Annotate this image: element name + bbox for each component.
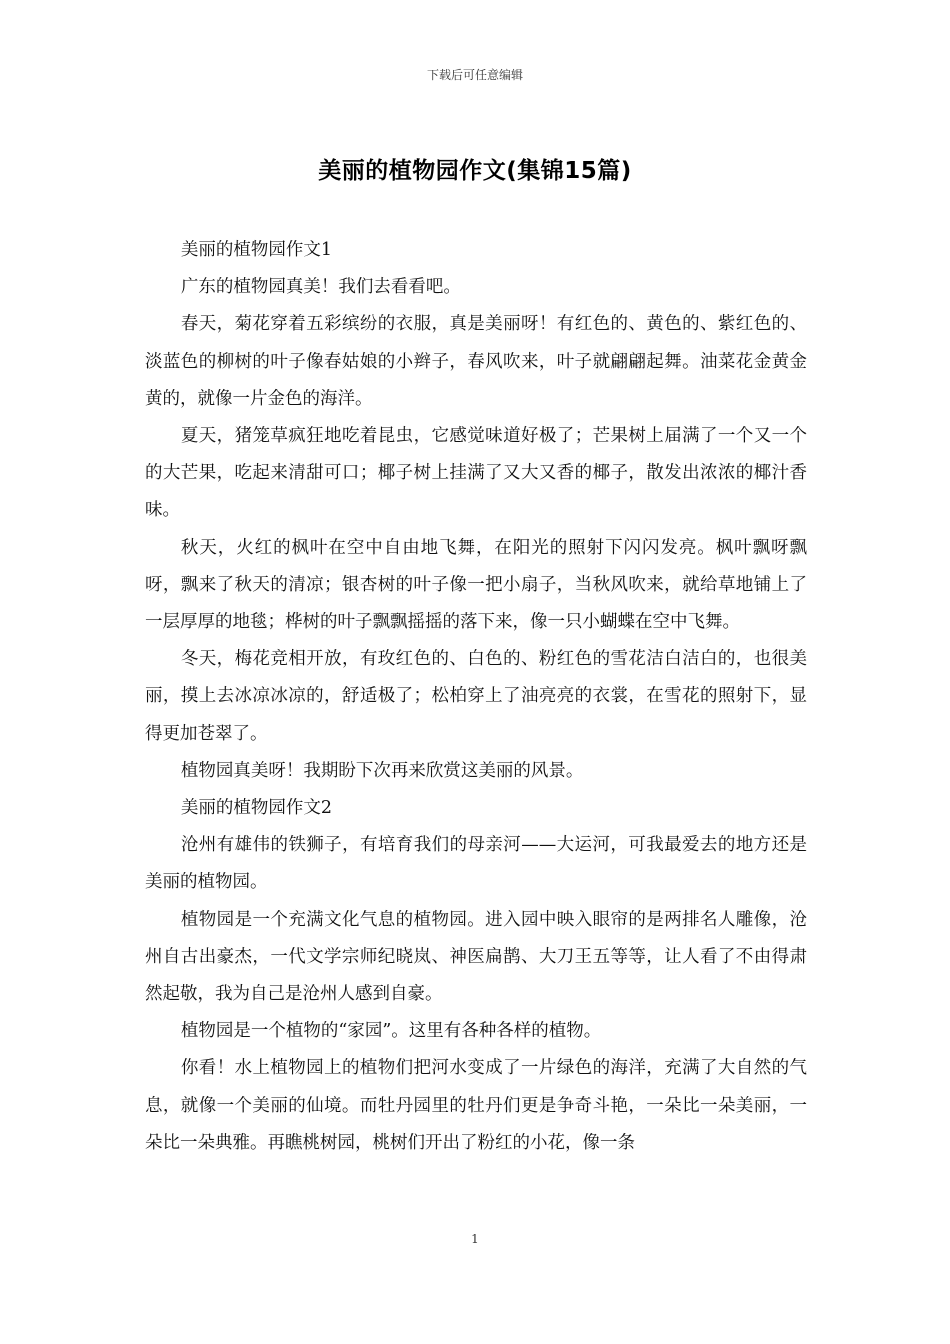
paragraph: 沧州有雄伟的铁狮子，有培育我们的母亲河——大运河，可我最爱去的地方还是美丽的植物园。: [145, 835, 807, 893]
article-body: [145, 232, 807, 1162]
header-note: 下载后可任意编辑: [426, 68, 523, 82]
section-heading: 美丽的植物园作文1: [180, 240, 333, 260]
paragraph: 春天，菊花穿着五彩缤纷的衣服，真是美丽呀！有红色的、黄色的、紫红色的、淡蓝色的柳树的叶子像春姑娘的小辫子，春风吹来，叶子就翩翩起舞。油菜花金黄金黄的，就像一片金色的海洋。: [145, 314, 807, 409]
paragraph: 秋天，火红的枫叶在空中自由地飞舞，在阳光的照射下闪闪发亮。枫叶飘呀飘呀，飘来了秋天的清凉；银杏树的叶子像一把小扇子，当秋风吹来，就给草地铺上了一层厚厚的地毯；桦树的叶子飘飘摇摇的落下来，像一只小蝴蝶在空中飞舞。: [145, 537, 807, 633]
document-title: 美丽的植物园作文(集锦15篇): [318, 158, 632, 184]
paragraph: 植物园真美呀！我期盼下次再来欣赏这美丽的风景。: [180, 760, 584, 781]
paragraph: 夏天，猪笼草疯狂地吃着昆虫，它感觉味道好极了；芒果树上届满了一个又一个的大芒果，吃起来清甜可口；椰子树上挂满了又大又香的椰子，散发出浓浓的椰汁香味。: [145, 426, 807, 521]
paragraph: 广东的植物园真美！我们去看看吧。: [180, 277, 461, 298]
section-heading: 美丽的植物园作文2: [180, 798, 333, 819]
paragraph: 你看！水上植物园上的植物们把河水变成了一片绿色的海洋，充满了大自然的气息，就像一个美丽的仙境。而牡丹园里的牡丹们更是争奇斗艳，一朵比一朵美丽，一朵比一朵典雅。再瞧桃树园，桃树们开出了粉红的小花，像一条: [145, 1058, 807, 1153]
paragraph: 植物园是一个植物的“家园”。这里有各种各样的植物。: [180, 1021, 602, 1042]
page-number: 1: [471, 1232, 479, 1246]
paragraph: 植物园是一个充满文化气息的植物园。进入园中映入眼帘的是两排名人雕像，沧州自古出豪杰，一代文学宗师纪晓岚、神医扁鹊、大刀王五等等，让人看了不由得肃然起敬，我为自己是沧州人感到自豪。: [145, 909, 807, 1005]
paragraph: 冬天，梅花竞相开放，有玫红色的、白色的、粉红色的雪花洁白洁白的，也很美丽，摸上去冰凉冰凉的，舒适极了；松柏穿上了油亮亮的衣裳，在雪花的照射下，显得更加苍翠了。: [145, 649, 807, 744]
